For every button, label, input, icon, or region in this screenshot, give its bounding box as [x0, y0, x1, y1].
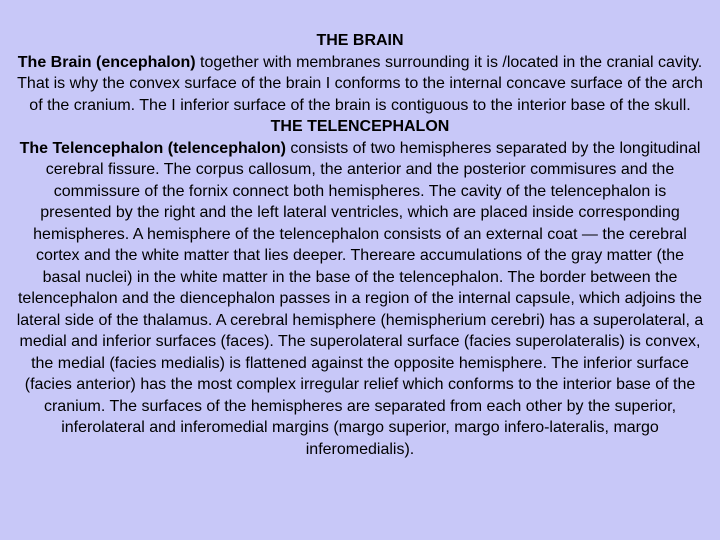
telencephalon-body-text: consists of two hemispheres separated by the longitudinal cerebral fissure. The corpus callosum, the anterior and the posterior commisures and the commissure of the fornix connect both hemispheres. The cavity of the telencephalon is presented by the right and the left lateral ventricles, which are placed inside corresponding hemispheres. A hemisphere of the telencephalon consists of an external coat — the cerebral cortex and the white matter that lies deeper. Thereare accumulations of the gray matter (the basal nuclei) in the white matter in the base of the telencephalon. The border between the telencephalon and the diencephalon passes in a region of the internal capsule, which adjoins the lateral side of the thalamus. A cerebral hemisphere (hemispherium cerebri) has a superolateral, a medial and inferior surfaces (faces). The superolateral surface (facies superolateralis) is convex, the medial (facies medialis) is flattened against the opposite hemisphere. The inferior surface (facies anterior) has the most complex irregular relief which conforms to the interior base of the cranium. The surfaces of the hemispheres are separated from each other by the superior, inferolateral and inferomedial margins (margo superior, margo infero-lateralis, margo inferomedialis). [16, 139, 704, 458]
telencephalon-heading: THE TELENCEPHALON [270, 118, 450, 135]
brain-lead-term: The Brain (encephalon) [17, 53, 196, 71]
brain-paragraph [16, 52, 704, 117]
telencephalon-lead-term: The Telencephalon (telencephalon) [19, 139, 286, 157]
telencephalon-paragraph [16, 138, 704, 461]
brain-body-text: together with membranes surrounding it is /located in the cranial cavity. That is why the convex surface of the brain I conforms to the internal concave surface of the arch of the cranium. The I inferior surface of the brain is contiguous to the interior base of the skull. [17, 53, 703, 114]
brain-heading: THE BRAIN [316, 32, 404, 49]
